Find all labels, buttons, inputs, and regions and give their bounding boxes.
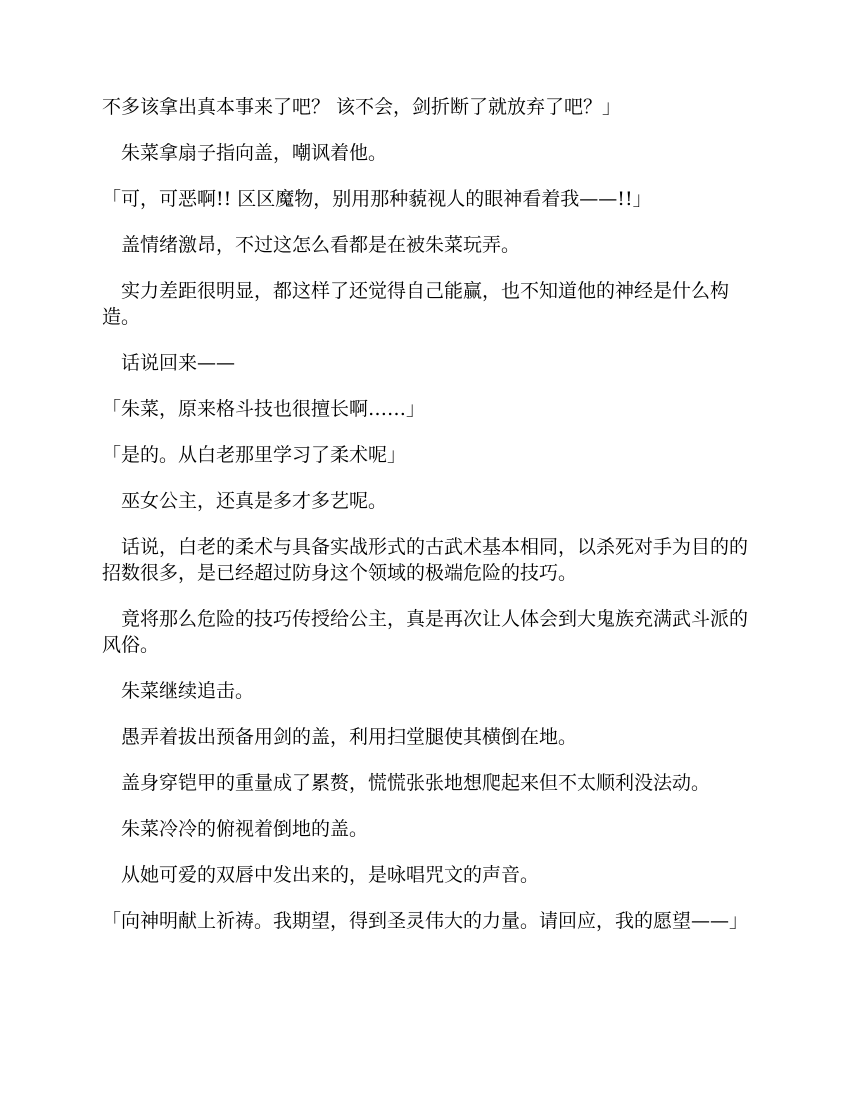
paragraph-10: 话说，白老的柔术与具备实战形式的古武术基本相同，以杀死对手为目的的招数很多，是已经超过防身这个领域的极端危险的技巧。 <box>102 536 749 584</box>
paragraph-12: 朱菜继续追击。 <box>121 680 255 702</box>
paragraph-14: 盖身穿铠甲的重量成了累赘，慌慌张张地想爬起来但不太顺利没法动。 <box>121 772 711 794</box>
paragraph-17: 「向神明献上祈祷。我期望，得到圣灵伟大的力量。请回应，我的愿望——」 <box>102 910 749 932</box>
paragraph-4: 盖情绪激昂，不过这怎么看都是在被朱菜玩弄。 <box>121 234 521 256</box>
paragraph-8: 「是的。从白老那里学习了柔术呢」 <box>102 444 407 466</box>
paragraph-11: 竟将那么危险的技巧传授给公主，真是再次让人体会到大鬼族充满武斗派的风俗。 <box>102 608 749 656</box>
paragraph-7: 「朱菜，原来格斗技也很擅长啊……」 <box>102 398 426 420</box>
paragraph-16: 从她可爱的双唇中发出来的，是咏唱咒文的声音。 <box>121 864 540 886</box>
paragraph-9: 巫女公主，还真是多才多艺呢。 <box>121 490 388 512</box>
paragraph-1: 不多该拿出真本事来了吧？ 该不会，剑折断了就放弃了吧？」 <box>102 96 622 118</box>
paragraph-5: 实力差距很明显，都这样了还觉得自己能赢，也不知道他的神经是什么构造。 <box>102 280 730 328</box>
paragraph-6: 话说回来—— <box>121 352 236 374</box>
paragraph-2: 朱菜拿扇子指向盖，嘲讽着他。 <box>121 142 388 164</box>
document-page <box>102 94 752 954</box>
paragraph-15: 朱菜冷冷的俯视着倒地的盖。 <box>121 818 369 840</box>
paragraph-13: 愚弄着拔出预备用剑的盖，利用扫堂腿使其横倒在地。 <box>121 726 578 748</box>
paragraph-3: 「可，可恶啊!! 区区魔物，别用那种藐视人的眼神看着我——!!」 <box>102 188 652 210</box>
